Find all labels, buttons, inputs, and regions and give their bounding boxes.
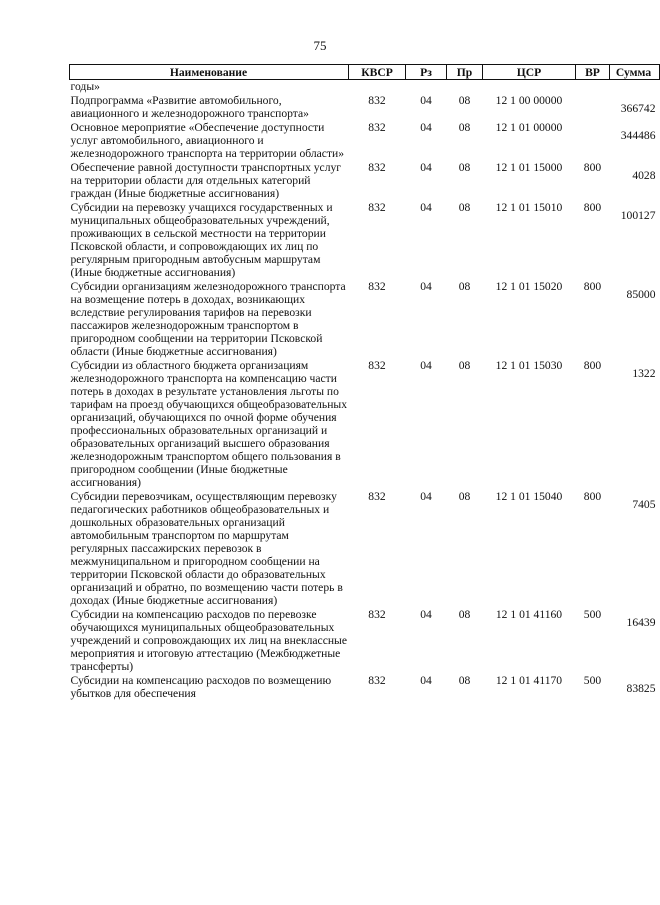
row-rz	[406, 80, 447, 95]
row-sum: 344486	[620, 129, 656, 142]
row-vr	[576, 94, 610, 121]
header-csr: ЦСР	[483, 65, 576, 80]
row-kvsr: 832	[368, 161, 386, 174]
header-pr: Пр	[447, 65, 483, 80]
row-sum: 4028	[632, 169, 656, 182]
table-row	[70, 280, 660, 359]
row-name: Субсидии организациям железнодорожного транспорта на возмещение потерь в доходах, возникающих вследствие регулирования тарифов на перевозки пассажиров железнодорожным транспортом в пригородном сообщении на территории Псковской области (Иные бюджетные ассигнования)	[70, 280, 346, 358]
row-name: годы»	[70, 80, 100, 93]
row-rz: 04	[420, 94, 432, 107]
row-sum	[610, 80, 660, 95]
row-vr: 500	[583, 674, 602, 687]
row-vr: 800	[583, 201, 602, 214]
row-kvsr: 832	[368, 121, 386, 134]
table-row	[70, 80, 660, 95]
header-name: Наименование	[70, 65, 349, 80]
row-vr	[576, 121, 610, 161]
table-row	[70, 94, 660, 121]
row-kvsr: 832	[368, 359, 386, 372]
row-vr: 800	[583, 161, 602, 174]
row-kvsr: 832	[368, 94, 386, 107]
row-vr: 800	[583, 280, 602, 293]
table-header-row	[70, 65, 660, 80]
row-vr: 500	[583, 608, 602, 621]
row-csr: 12 1 01 15000	[495, 161, 563, 174]
row-kvsr: 832	[368, 280, 386, 293]
row-vr: 800	[583, 490, 602, 503]
row-sum: 100127	[620, 209, 656, 222]
table-row	[70, 359, 660, 490]
row-rz: 04	[420, 608, 432, 621]
row-csr: 12 1 00 00000	[495, 94, 563, 107]
row-name: Субсидии на компенсацию расходов по перевозке обучающихся муниципальных общеобразовательных учреждений и сопровождающих их лиц на внеклассные мероприятия и итоговую аттестацию (Межбюджетные трансферты)	[70, 608, 347, 673]
table-row	[70, 490, 660, 608]
row-rz: 04	[420, 490, 432, 503]
row-name: Субсидии перевозчикам, осуществляющим перевозку педагогических работников общеобразовательных и дошкольных образовательных организаций автомобильным транспортом по маршрутам регулярных пассажирских перевозок в межмуниципальном и пригородном сообщении на территории Псковской области до образовательных организаций и обратно, по возмещению части потерь в доходах (Иные бюджетные ассигнования)	[70, 490, 343, 607]
row-pr: 08	[458, 490, 471, 503]
row-sum: 1322	[632, 367, 656, 380]
row-csr: 12 1 01 41160	[495, 608, 563, 621]
row-name: Подпрограмма «Развитие автомобильного, авиационного и железнодорожного транспорта»	[70, 94, 309, 120]
row-pr: 08	[458, 121, 471, 134]
row-sum: 16439	[626, 616, 656, 629]
row-kvsr: 832	[368, 201, 386, 214]
header-sum: Сумма	[610, 65, 660, 80]
table-row	[70, 161, 660, 201]
row-pr: 08	[458, 161, 471, 174]
table-row	[70, 674, 660, 701]
row-name: Субсидии на перевозку учащихся государственных и муниципальных общеобразовательных учреждений, проживающих в сельской местности на территории Псковской области, и сопровождающих их лиц по регулярным пригородным автобусным маршрутам (Иные бюджетные ассигнования)	[70, 201, 333, 279]
row-rz: 04	[420, 201, 432, 214]
row-pr: 08	[458, 201, 471, 214]
row-csr: 12 1 01 15030	[495, 359, 563, 372]
row-kvsr: 832	[368, 490, 386, 503]
row-csr: 12 1 01 15010	[495, 201, 563, 214]
row-name: Основное мероприятие «Обеспечение доступности услуг автомобильного, авиационного и железнодорожного транспорта на территории области»	[70, 121, 345, 160]
row-sum: 85000	[626, 288, 656, 301]
row-sum: 7405	[632, 498, 656, 511]
row-kvsr	[349, 80, 406, 95]
row-csr: 12 1 01 15040	[495, 490, 563, 503]
row-csr: 12 1 01 41170	[495, 674, 563, 687]
row-name: Субсидии из областного бюджета организациям железнодорожного транспорта на компенсацию части потерь в доходах в результате установления льготы по тарифам на проезд обучающихся общеобразовательных организаций, обучающихся по очной форме обучения профессиональных образовательных организаций и образовательных организаций высшего образования железнодорожным транспортом общего пользования в пригородном сообщении (Иные бюджетные ассигнования)	[70, 359, 348, 489]
row-name: Субсидии на компенсацию расходов по возмещению убытков для обеспечения	[70, 674, 332, 700]
header-vr: ВР	[576, 65, 610, 80]
row-rz: 04	[420, 280, 432, 293]
row-rz: 04	[420, 674, 432, 687]
row-kvsr: 832	[368, 608, 386, 621]
page-number: 75	[313, 38, 327, 53]
row-vr	[576, 80, 610, 95]
row-pr: 08	[458, 359, 471, 372]
header-rz: Рз	[406, 65, 447, 80]
row-rz: 04	[420, 359, 432, 372]
row-pr: 08	[458, 280, 471, 293]
row-kvsr: 832	[368, 674, 386, 687]
row-rz: 04	[420, 161, 432, 174]
row-sum: 83825	[626, 682, 656, 695]
header-kvsr: КВСР	[349, 65, 406, 80]
row-sum: 366742	[620, 102, 656, 115]
row-csr: 12 1 01 15020	[495, 280, 563, 293]
row-pr: 08	[458, 608, 471, 621]
row-pr: 08	[458, 674, 471, 687]
row-name: Обеспечение равной доступности транспортных услуг на территории области для отдельных категорий граждан (Иные бюджетные ассигнования)	[70, 161, 342, 200]
row-rz: 04	[420, 121, 432, 134]
table-row	[70, 608, 660, 674]
row-pr: 08	[458, 94, 471, 107]
row-csr	[483, 80, 576, 95]
table-row	[70, 121, 660, 161]
budget-table	[69, 64, 660, 701]
row-vr: 800	[583, 359, 602, 372]
row-pr	[447, 80, 483, 95]
table-row	[70, 201, 660, 280]
row-csr: 12 1 01 00000	[495, 121, 563, 134]
